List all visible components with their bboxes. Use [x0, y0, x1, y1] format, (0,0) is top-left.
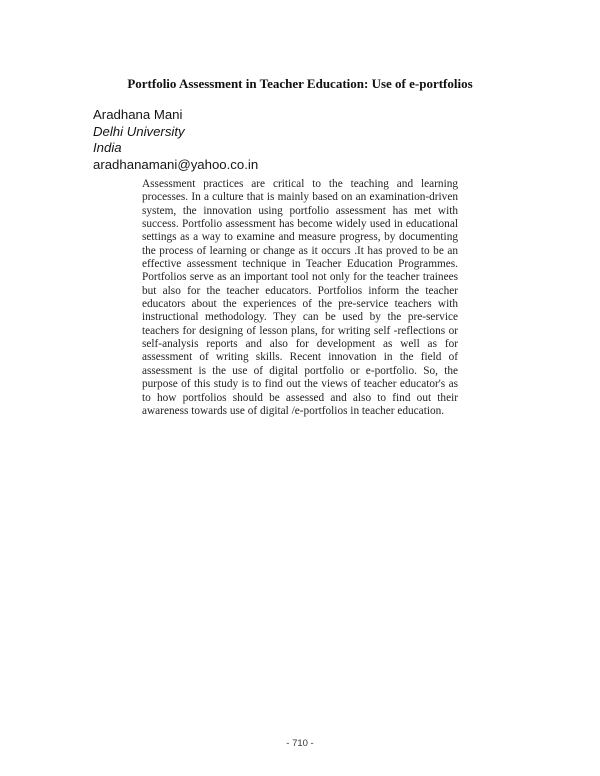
- author-affiliation: Delhi University: [93, 123, 185, 139]
- author-name: Aradhana Mani: [93, 107, 183, 122]
- abstract: Assessment practices are critical to the teaching and learning processes. In a culture that is mainly based on an examination-driven system, the innovation using portfolio assessment has met with success. Portfolio assessment has become widely used in educational settings as a way to examine and measure progress, by documenting the process of learning or change as it occurs .It has proved to be an effective assessment technique in Teacher Education Programmes. Portfolios serve as an important tool not only for the teacher trainees but also for the teacher educators. Portfolios inform the teacher educators about the experiences of the pre-service teachers with instructional methodology. They can be used by the pre-service teachers for designing of lesson plans, for writing self -reflections or self-analysis reports and also for development as well as for assessment of writing skills. Recent innovation in the field of assessment is the use of digital portfolio or e-portfolio. So, the purpose of this study is to find out the views of teacher educator's as to how portfolios should be assessed and also to find out their awareness towards use of digital /e-portfolios in teacher education.: [142, 178, 458, 417]
- author-block: [93, 107, 258, 173]
- author-country: India: [93, 140, 122, 156]
- author-email: aradhanamani@yahoo.co.in: [93, 156, 259, 172]
- paper-title: Portfolio Assessment in Teacher Education: Use of e-portfolios: [127, 76, 473, 91]
- page-number: - 710 -: [286, 738, 314, 749]
